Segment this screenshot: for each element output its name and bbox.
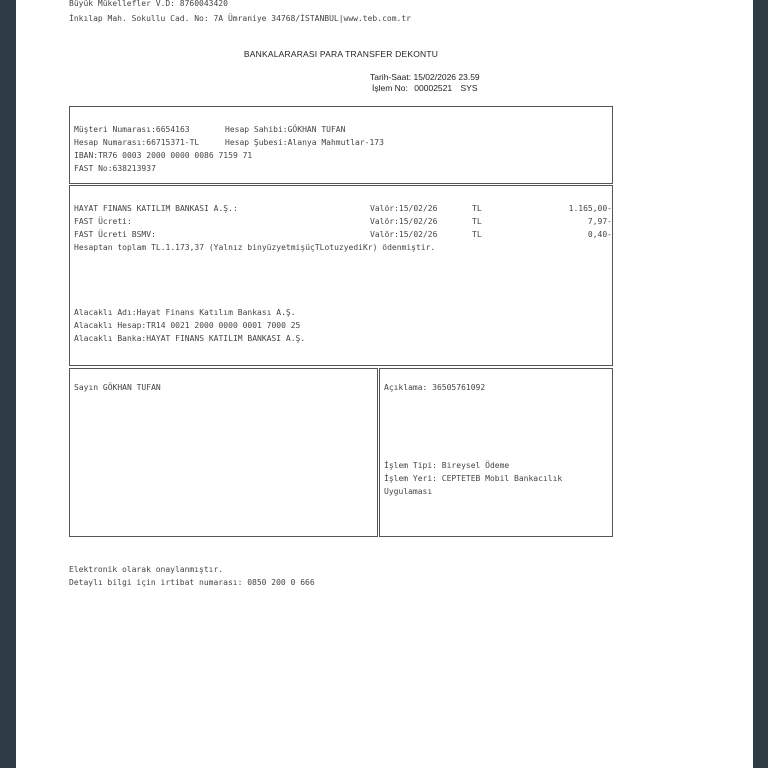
description-box <box>379 368 613 537</box>
electronic-approval-note: Elektronik olarak onaylanmıştır. <box>69 565 224 574</box>
txn-row-currency: TL <box>472 217 482 226</box>
txn-row-label: FAST Ücreti BSMV: <box>74 230 156 239</box>
receiver-name: Alacaklı Adı:Hayat Finans Katılım Bankası A.Ş. <box>74 308 296 317</box>
txn-row-label: FAST Ücreti: <box>74 217 132 226</box>
total-paid-line: Hesaptan toplam TL.1.173,37 (Yalnız binyüzyetmişüçTLotuzyediKr) ödenmiştir. <box>74 243 436 252</box>
txn-row-amount: 1.165,00- <box>568 204 612 213</box>
receipt-page <box>16 0 753 768</box>
document-title: BANKALARARASI PARA TRANSFER DEKONTU <box>243 49 439 59</box>
date-time <box>370 72 480 82</box>
fast-number: FAST No:638213937 <box>74 164 156 173</box>
date-value: 15/02/2026 23.59 <box>413 72 480 82</box>
receiver-bank: Alacaklı Banka:HAYAT FINANS KATILIM BANKASI A.Ş. <box>74 334 306 343</box>
bank-address-line: İnkılap Mah. Sokullu Cad. No: 7A Ümraniye 34768/İSTANBUL|www.teb.com.tr <box>69 14 411 23</box>
transaction-details-box <box>69 185 613 366</box>
txn-row-currency: TL <box>472 230 482 239</box>
date-label: Tarih-Saat: <box>370 72 412 82</box>
account-number: Hesap Numarası:66715371-TL <box>74 138 200 147</box>
transaction-place: İşlem Yeri: CEPTETEB Mobil Bankacılık <box>384 474 563 483</box>
salutation: Sayın GÖKHAN TUFAN <box>74 383 161 392</box>
account-holder: Hesap Sahibi:GÖKHAN TUFAN <box>225 125 346 134</box>
txn-row-label: HAYAT FINANS KATILIM BANKASI A.Ş.: <box>74 204 238 213</box>
receiver-account: Alacaklı Hesap:TR14 0021 2000 0000 0001 7000 25 <box>74 321 301 330</box>
contact-info: Detaylı bilgi için irtibat numarası: 0850 200 0 666 <box>69 578 315 587</box>
txn-label: İşlem No: <box>372 83 408 93</box>
txn-suffix: SYS <box>460 83 478 93</box>
txn-row-amount: 0,40- <box>587 230 612 239</box>
txn-row-valor: Valör:15/02/26 <box>370 217 438 226</box>
iban: IBAN:TR76 0003 2000 0000 0086 7159 71 <box>74 151 253 160</box>
tax-office-line: Büyük Mükellefler V.D: 8760043420 <box>69 0 228 8</box>
addressee-box <box>69 368 378 537</box>
txn-value: 00002521 <box>414 83 453 93</box>
customer-info-box <box>69 106 613 184</box>
transaction-type: İşlem Tipi: Bireysel Ödeme <box>384 461 510 470</box>
txn-row-amount: 7,97- <box>587 217 612 226</box>
account-branch: Hesap Şubesi:Alanya Mahmutlar-173 <box>225 138 384 147</box>
customer-number: Müşteri Numarası:6654163 <box>74 125 190 134</box>
txn-row-valor: Valör:15/02/26 <box>370 230 438 239</box>
txn-row-valor: Valör:15/02/26 <box>370 204 438 213</box>
transaction-number <box>372 83 478 93</box>
description: Açıklama: 36505761092 <box>384 383 486 392</box>
txn-row-currency: TL <box>472 204 482 213</box>
transaction-place-cont: Uygulaması <box>384 487 433 496</box>
